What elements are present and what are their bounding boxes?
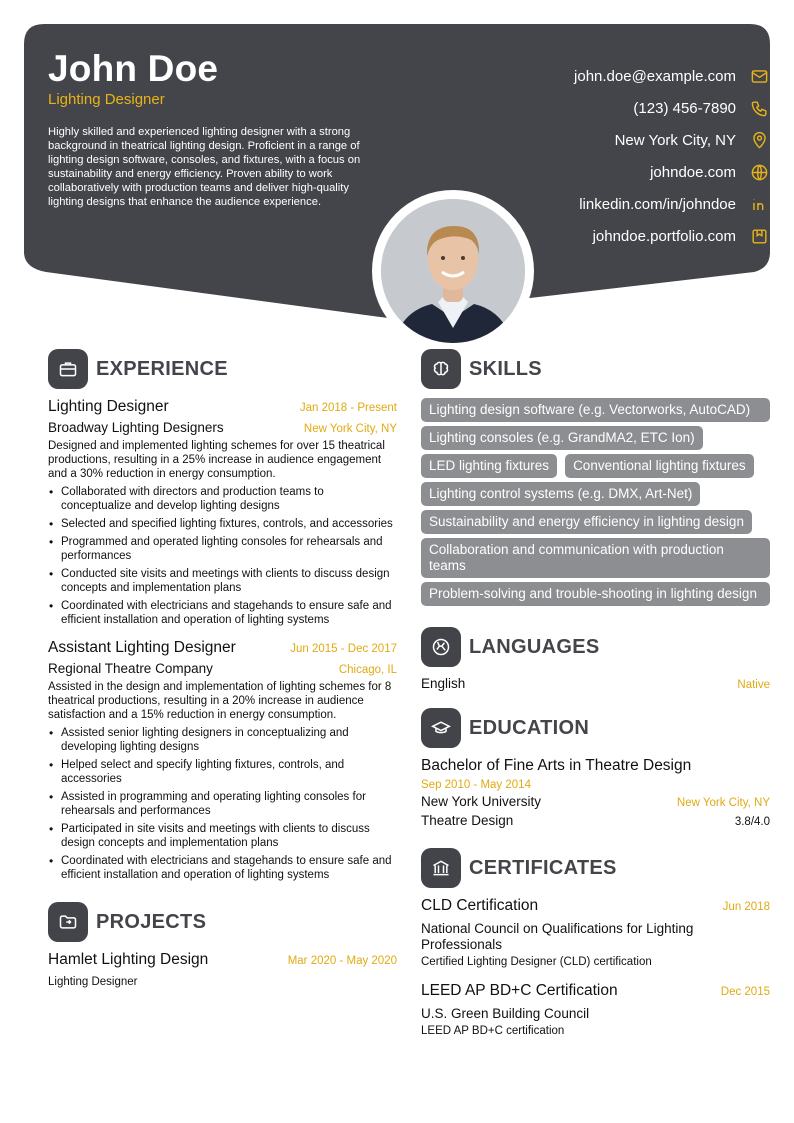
contact-email[interactable]	[430, 60, 770, 92]
projects-heading	[48, 902, 397, 942]
certificates-title: CERTIFICATES	[469, 856, 617, 879]
bullet: • Coordinated with electricians and stagehands to ensure safe and efficient installation and operation of lighting systems	[48, 854, 397, 882]
job-company: Regional Theatre Company	[48, 661, 213, 676]
degree: Bachelor of Fine Arts in Theatre Design	[421, 757, 692, 774]
job-date: Jan 2018 - Present	[299, 402, 397, 414]
bullet: • Coordinated with electricians and stagehands to ensure safe and efficient installation and operation of lighting systems	[48, 599, 397, 627]
certificate-description: LEED AP BD+C certification	[421, 1025, 565, 1037]
globe-icon	[748, 161, 770, 183]
education-entry	[421, 757, 770, 828]
contact-linkedin-text[interactable]: linkedin.com/in/johndoe	[579, 195, 736, 213]
experience-heading	[48, 349, 397, 389]
languages-icon	[421, 627, 461, 667]
languages-heading	[421, 627, 770, 667]
project-date: Mar 2020 - May 2020	[287, 955, 397, 967]
candidate-name: John Doe	[48, 48, 219, 89]
skill-tag: Conventional lighting fixtures	[565, 454, 754, 478]
job-date: Jun 2015 - Dec 2017	[290, 643, 397, 655]
education-date: Sep 2010 - May 2014	[421, 779, 531, 791]
bullet: • Conducted site visits and meetings with clients to discuss design concepts and implementation plans	[48, 567, 397, 595]
bullet: • Selected and specified lighting fixtures, controls, and accessories	[48, 517, 397, 531]
contact-website[interactable]	[430, 156, 770, 188]
school-location: New York City, NY	[676, 797, 770, 809]
certificate-description: Certified Lighting Designer (CLD) certification	[421, 956, 652, 968]
language-row	[421, 676, 770, 691]
languages-title: LANGUAGES	[469, 635, 600, 658]
experience-title: EXPERIENCE	[96, 357, 228, 380]
contact-location	[430, 124, 770, 156]
job-entry	[48, 398, 397, 627]
certificate-entry	[421, 897, 770, 968]
location-pin-icon	[748, 129, 770, 151]
job-company: Broadway Lighting Designers	[48, 420, 224, 435]
bullet: • Assisted in programming and operating lighting consoles for rehearsals and performances	[48, 790, 397, 818]
project-role: Lighting Designer	[48, 976, 138, 988]
bookmark-icon	[748, 225, 770, 247]
linkedin-icon	[748, 193, 770, 215]
mail-icon	[748, 65, 770, 87]
bullet: • Collaborated with directors and production teams to conceptualize and develop lighting designs	[48, 485, 397, 513]
skills-title: SKILLS	[469, 357, 542, 380]
right-column	[421, 349, 770, 1037]
contact-location-text: New York City, NY	[614, 131, 736, 149]
job-entry	[48, 639, 397, 882]
certificate-date: Dec 2015	[720, 986, 770, 998]
skill-tag: Lighting control systems (e.g. DMX, Art-Net)	[421, 482, 700, 506]
graduation-cap-icon	[421, 708, 461, 748]
briefcase-icon	[48, 349, 88, 389]
contact-website-text[interactable]: johndoe.com	[650, 163, 736, 181]
contact-phone[interactable]	[430, 92, 770, 124]
language-level: Native	[737, 679, 770, 691]
certificate-issuer: National Council on Qualifications for Lighting Professionals	[421, 921, 694, 952]
folder-icon	[48, 902, 88, 942]
certificate-date: Jun 2018	[722, 901, 770, 913]
bullet: • Programmed and operated lighting consoles for rehearsals and performances	[48, 535, 397, 563]
skill-tag: Problem-solving and trouble-shooting in lighting design	[421, 582, 770, 606]
skill-tag: Collaboration and communication with production teams	[421, 538, 770, 578]
skill-tag: Sustainability and energy efficiency in lighting design	[421, 510, 752, 534]
job-title: Assistant Lighting Designer	[48, 639, 236, 656]
job-title: Lighting Designer	[48, 398, 169, 415]
field-of-study: Theatre Design	[421, 813, 514, 828]
certificate-issuer: U.S. Green Building Council	[421, 1006, 590, 1021]
brain-icon	[421, 349, 461, 389]
project-entry	[48, 951, 397, 989]
certificate-name: LEED AP BD+C Certification	[421, 982, 618, 999]
certificate-name: CLD Certification	[421, 897, 539, 914]
education-title: EDUCATION	[469, 716, 590, 739]
gpa: 3.8/4.0	[734, 816, 770, 828]
school: New York University	[421, 794, 542, 809]
education-heading	[421, 708, 770, 748]
skills-list	[421, 398, 770, 606]
skills-heading	[421, 349, 770, 389]
skill-tag: LED lighting fixtures	[421, 454, 557, 478]
candidate-title: Lighting Designer	[48, 91, 165, 108]
projects-title: PROJECTS	[96, 910, 207, 933]
skill-tag: Lighting design software (e.g. Vectorworks, AutoCAD)	[421, 398, 770, 422]
bullet: • Assisted senior lighting designers in conceptualizing and developing lighting designs	[48, 726, 397, 754]
left-column	[48, 349, 397, 989]
contact-phone-text[interactable]: (123) 456-7890	[633, 99, 736, 117]
profile-photo	[372, 190, 534, 352]
certificates-heading	[421, 848, 770, 888]
job-bullets	[48, 726, 397, 882]
profile-summary: Highly skilled and experienced lighting designer with a strong background in theatrical lighting design. Proficient in a range of lighting design software, consoles, and fixtures, with a focus on sustainability and energy efficiency. Proven ability to work collaboratively with production teams and deliver high-quality lighting designs that enhance the audience experience.	[48, 126, 361, 208]
job-location: Chicago, IL	[338, 664, 397, 676]
job-location: New York City, NY	[303, 423, 397, 435]
phone-icon	[748, 97, 770, 119]
contact-email-text[interactable]: john.doe@example.com	[574, 67, 736, 85]
job-bullets	[48, 485, 397, 627]
skill-tag: Lighting consoles (e.g. GrandMA2, ETC Ion)	[421, 426, 703, 450]
contact-portfolio-text[interactable]: johndoe.portfolio.com	[592, 227, 736, 245]
bullet: • Helped select and specify lighting fixtures, controls, and accessories	[48, 758, 397, 786]
bullet: • Participated in site visits and meetings with clients to discuss design concepts and implementation plans	[48, 822, 397, 850]
project-title: Hamlet Lighting Design	[48, 951, 209, 968]
job-description: Designed and implemented lighting schemes for over 15 theatrical productions, resulting in a 25% increase in audience engagement and a 30% reduction in energy consumption.	[48, 440, 385, 480]
certificate-entry	[421, 982, 770, 1037]
language-name: English	[421, 676, 466, 691]
job-description: Assisted in the design and implementation of lighting schemes for 8 theatrical productions, resulting in a 20% increase in audience satisfaction and a 15% reduction in energy consumption.	[48, 681, 392, 721]
institution-icon	[421, 848, 461, 888]
